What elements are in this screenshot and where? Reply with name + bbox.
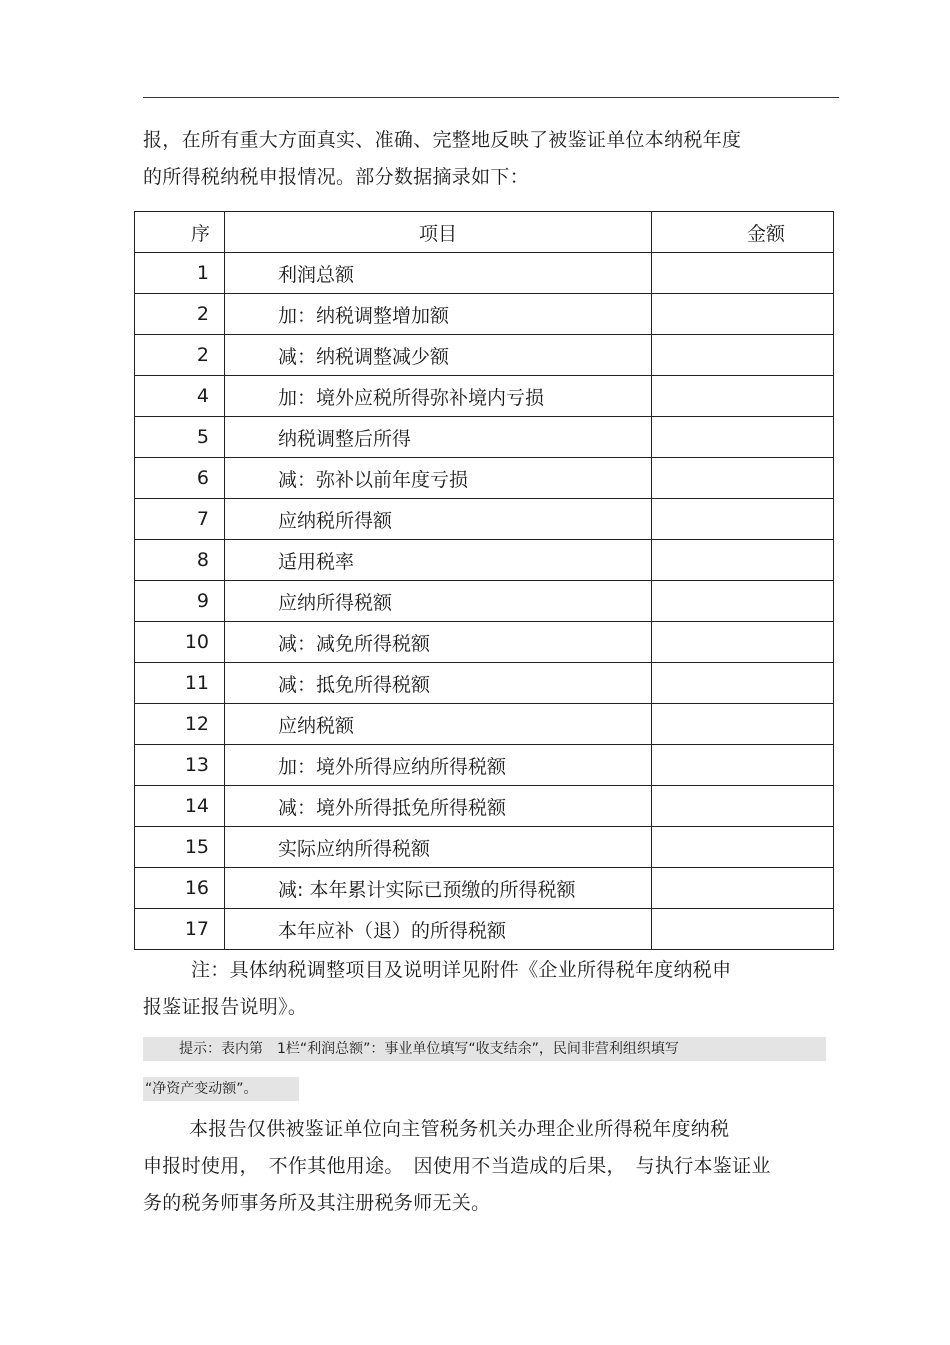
header-amount: 金额 xyxy=(652,212,834,253)
row-seq: 2 xyxy=(135,335,225,376)
row-item: 减：境外所得抵免所得税额 xyxy=(225,786,652,827)
row-amount xyxy=(652,909,834,950)
intro-line-2: 的所得税纳税申报情况。部分数据摘录如下： xyxy=(143,166,530,188)
row-amount xyxy=(652,253,834,294)
row-seq: 10 xyxy=(135,622,225,663)
row-seq: 11 xyxy=(135,663,225,704)
row-seq: 7 xyxy=(135,499,225,540)
row-amount xyxy=(652,745,834,786)
row-seq: 16 xyxy=(135,868,225,909)
row-seq: 2 xyxy=(135,294,225,335)
table-row xyxy=(135,745,834,786)
row-amount xyxy=(652,458,834,499)
row-amount xyxy=(652,663,834,704)
row-seq: 13 xyxy=(135,745,225,786)
table-row xyxy=(135,786,834,827)
tax-summary-table xyxy=(134,211,834,950)
row-seq: 14 xyxy=(135,786,225,827)
table-row xyxy=(135,376,834,417)
row-item: 应纳税额 xyxy=(225,704,652,745)
row-seq: 1 xyxy=(135,253,225,294)
row-amount xyxy=(652,540,834,581)
row-seq: 9 xyxy=(135,581,225,622)
table-row xyxy=(135,335,834,376)
note-line-1: 注：具体纳税调整项目及说明详见附件《企业所得税年度纳税申 xyxy=(191,959,732,981)
closing-line-3: 务的税务师事务所及其注册税务师无关。 xyxy=(143,1192,491,1214)
table-row xyxy=(135,827,834,868)
row-item: 本年应补（退）的所得税额 xyxy=(225,909,652,950)
row-item: 减：减免所得税额 xyxy=(225,622,652,663)
row-amount xyxy=(652,294,834,335)
row-seq: 17 xyxy=(135,909,225,950)
row-item: 适用税率 xyxy=(225,540,652,581)
header-item: 项目 xyxy=(225,212,652,253)
row-item: 加：纳税调整增加额 xyxy=(225,294,652,335)
table-row xyxy=(135,253,834,294)
table-row xyxy=(135,294,834,335)
row-item: 实际应纳所得税额 xyxy=(225,827,652,868)
row-amount xyxy=(652,417,834,458)
table-row xyxy=(135,458,834,499)
row-item: 减: 本年累计实际已预缴的所得税额 xyxy=(225,868,652,909)
row-amount xyxy=(652,868,834,909)
note-paragraph xyxy=(143,952,843,1026)
row-item: 应纳税所得额 xyxy=(225,499,652,540)
row-item: 加：境外所得应纳所得税额 xyxy=(225,745,652,786)
table-row xyxy=(135,499,834,540)
hint-line-2: “净资产变动额”。 xyxy=(143,1077,299,1101)
table-row xyxy=(135,663,834,704)
table-row xyxy=(135,622,834,663)
hint-line-1: 提示：表内第 1栏“利润总额”：事业单位填写“收支结余”，民间非营利组织填写 xyxy=(143,1037,826,1061)
table-body xyxy=(135,253,834,950)
row-amount xyxy=(652,827,834,868)
row-item: 加：境外应税所得弥补境内亏损 xyxy=(225,376,652,417)
intro-paragraph xyxy=(143,122,843,196)
row-item: 减：弥补以前年度亏损 xyxy=(225,458,652,499)
table-row xyxy=(135,417,834,458)
header-rule xyxy=(143,97,839,98)
intro-line-1: 报，在所有重大方面真实、准确、完整地反映了被鉴证单位本纳税年度 xyxy=(143,129,742,151)
closing-line-2: 申报时使用， 不作其他用途。 因使用不当造成的后果， 与执行本鉴证业 xyxy=(143,1155,771,1177)
row-item: 纳税调整后所得 xyxy=(225,417,652,458)
row-seq: 12 xyxy=(135,704,225,745)
row-amount xyxy=(652,786,834,827)
row-amount xyxy=(652,335,834,376)
row-amount xyxy=(652,499,834,540)
row-seq: 5 xyxy=(135,417,225,458)
row-amount xyxy=(652,704,834,745)
table-row xyxy=(135,909,834,950)
row-item: 应纳所得税额 xyxy=(225,581,652,622)
header-seq: 序 xyxy=(135,212,225,253)
row-item: 减：抵免所得税额 xyxy=(225,663,652,704)
row-item: 减：纳税调整减少额 xyxy=(225,335,652,376)
table-row xyxy=(135,704,834,745)
row-amount xyxy=(652,581,834,622)
row-seq: 6 xyxy=(135,458,225,499)
row-amount xyxy=(652,622,834,663)
closing-paragraph xyxy=(143,1111,843,1222)
row-amount xyxy=(652,376,834,417)
table-row xyxy=(135,581,834,622)
closing-line-1: 本报告仅供被鉴证单位向主管税务机关办理企业所得税年度纳税 xyxy=(189,1118,730,1140)
row-seq: 15 xyxy=(135,827,225,868)
row-seq: 8 xyxy=(135,540,225,581)
note-line-2: 报鉴证报告说明》。 xyxy=(143,996,308,1018)
table-row xyxy=(135,540,834,581)
row-item: 利润总额 xyxy=(225,253,652,294)
table-row xyxy=(135,868,834,909)
row-seq: 4 xyxy=(135,376,225,417)
table-header-row xyxy=(135,212,834,253)
